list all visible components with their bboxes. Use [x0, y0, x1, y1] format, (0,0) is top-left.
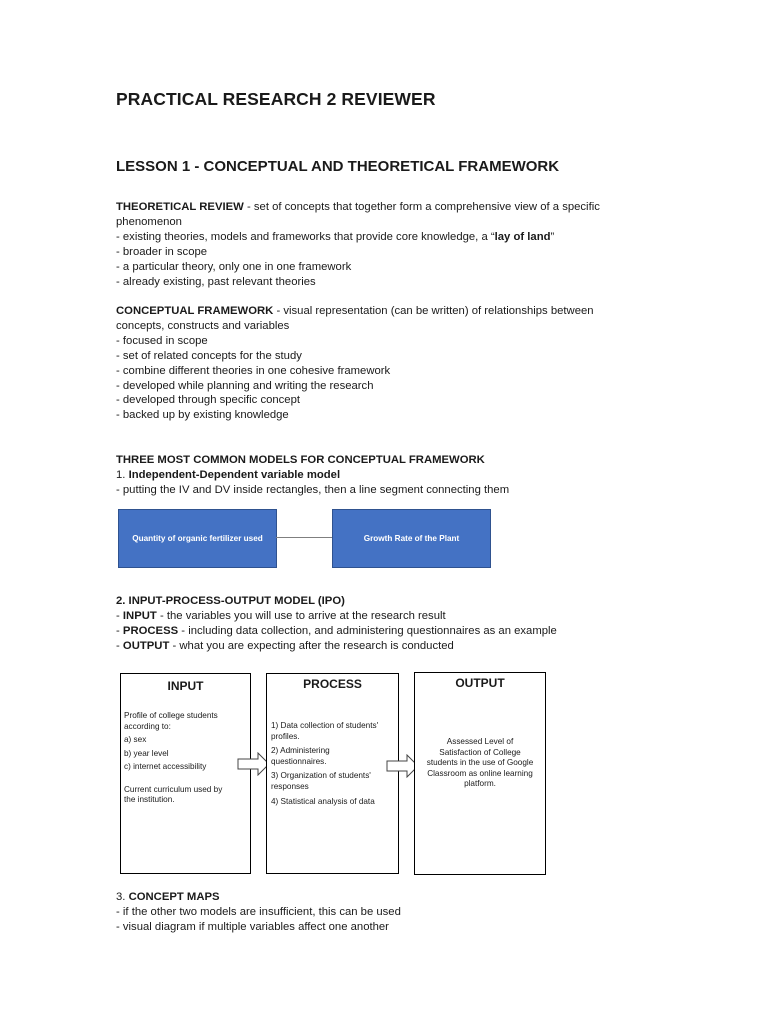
bullet-item: - developed through specific concept: [116, 394, 301, 407]
ipo-output-content: Assessed Level of Satisfaction of College students in the use of Google Classroom as online learning platform.: [426, 737, 534, 788]
ipo-process-content: 1) Data collection of students' profiles. 2) Administering questionnaires. 3) Organization of students' responses 4) Statistical analysis of data: [271, 721, 379, 806]
theoretical-review-definition: - set of concepts that together form a comprehensive view of a specific: [243, 201, 600, 213]
dependent-variable-label: Growth Rate of the Plant: [363, 534, 460, 543]
ipo-process-definition: - PROCESS - including data collection, and administering questionnaires as an example: [116, 624, 557, 637]
connector-line: [276, 537, 332, 538]
ipo-output-heading: OUTPUT: [455, 676, 505, 690]
ipo-input-content: Profile of college students according to: a) sex b) year level c) internet accessibility Current curriculum used by the institution.: [124, 711, 223, 804]
models-heading: THREE MOST COMMON MODELS FOR CONCEPTUAL FRAMEWORK: [116, 454, 485, 466]
model-1-description: - putting the IV and DV inside rectangles, then a line segment connecting them: [116, 483, 510, 496]
conceptual-framework-term: CONCEPTUAL FRAMEWORK: [116, 305, 274, 317]
bullet-item: - existing theories, models and frameworks that provide core knowledge, a “lay of land”: [116, 230, 555, 243]
ipo-process-heading: PROCESS: [303, 677, 362, 691]
bullet-item: - if the other two models are insufficient, this can be used: [116, 905, 401, 918]
model-3-title: 3. CONCEPT MAPS: [116, 891, 220, 903]
bullet-item: - developed while planning and writing the research: [116, 379, 374, 392]
ipo-output-definition: - OUTPUT - what you are expecting after the research is conducted: [116, 639, 454, 652]
model-2-title: 2. INPUT-PROCESS-OUTPUT MODEL (IPO): [116, 595, 345, 607]
conceptual-framework-definition-cont: concepts, constructs and variables: [116, 319, 290, 332]
theoretical-review-section: [116, 200, 656, 289]
ipo-output-box: [414, 672, 546, 875]
theoretical-review-definition-cont: phenomenon: [116, 215, 182, 228]
bullet-item: - a particular theory, only one in one framework: [116, 260, 352, 273]
bullet-item: - already existing, past relevant theories: [116, 275, 316, 288]
lay-of-land-text: lay of land: [494, 230, 551, 243]
page-title: PRACTICAL RESEARCH 2 REVIEWER: [116, 89, 436, 109]
lesson-heading: LESSON 1 - CONCEPTUAL AND THEORETICAL FRAMEWORK: [116, 158, 560, 175]
model-1-title: 1. Independent-Dependent variable model: [116, 468, 341, 481]
bullet-item: - visual diagram if multiple variables affect one another: [116, 920, 389, 933]
ipo-model-section: [116, 594, 656, 654]
concept-maps-section: [116, 890, 656, 935]
bullet-item: - combine different theories in one cohesive framework: [116, 364, 391, 377]
conceptual-framework-section: [116, 304, 656, 423]
theoretical-review-term: THEORETICAL REVIEW: [116, 201, 244, 213]
ipo-input-box: [120, 673, 251, 874]
ipo-input-heading: INPUT: [167, 679, 204, 693]
bullet-item: - backed up by existing knowledge: [116, 409, 289, 422]
bullet-item: - set of related concepts for the study: [116, 349, 302, 362]
independent-variable-label: Quantity of organic fertilizer used: [132, 534, 263, 543]
ipo-input-definition: - INPUT - the variables you will use to arrive at the research result: [116, 609, 446, 622]
independent-variable-box: [118, 509, 277, 568]
bullet-item: - focused in scope: [116, 334, 208, 347]
ipo-process-box: [266, 673, 399, 874]
bullet-item: - broader in scope: [116, 245, 208, 258]
models-section: [116, 453, 656, 498]
conceptual-framework-definition: - visual representation (can be written) of relationships between: [273, 305, 594, 317]
dependent-variable-box: [332, 509, 491, 568]
